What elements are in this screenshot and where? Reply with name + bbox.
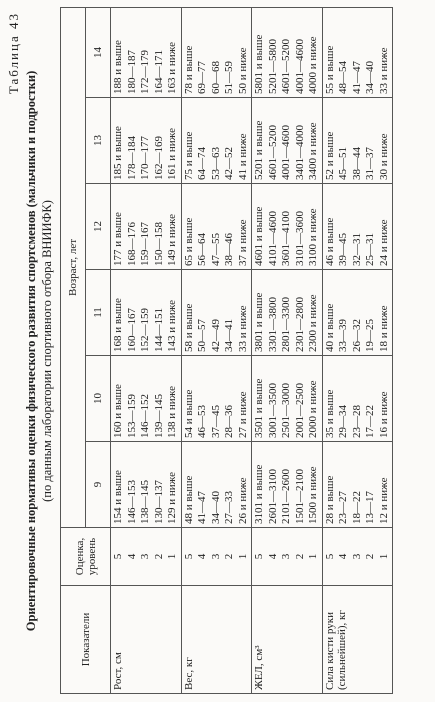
norm-value: 31—37 xyxy=(364,147,376,180)
norm-value: 4101—4600 xyxy=(266,211,279,266)
norm-value: 2300 и ниже xyxy=(307,294,319,352)
value-cell xyxy=(322,184,393,270)
table-row xyxy=(322,7,393,693)
norm-value: 41—47 xyxy=(196,491,208,524)
norm-value: 78 и выше xyxy=(182,45,195,94)
norm-value: 65 и выше xyxy=(182,217,195,266)
norm-value: 168 и выше xyxy=(112,298,124,352)
norm-value: 26 и ниже xyxy=(236,477,249,524)
norm-value: 52 и выше xyxy=(323,131,336,180)
value-cell xyxy=(322,7,393,97)
value-cell xyxy=(252,7,323,97)
level-cell xyxy=(322,528,393,586)
level-value: 5 xyxy=(323,553,336,560)
norm-value: 4000 и ниже xyxy=(307,36,319,94)
norm-value: 2301—2800 xyxy=(293,297,306,352)
value-cell xyxy=(252,442,323,528)
norm-value: 185 и выше xyxy=(112,126,124,180)
norm-value: 34—40 xyxy=(209,491,222,524)
norm-value: 2001—2500 xyxy=(293,383,306,438)
norm-value: 150—158 xyxy=(152,222,165,266)
norm-value: 138—145 xyxy=(139,480,151,524)
norm-value: 4601 и выше xyxy=(253,206,265,266)
norm-value: 42—49 xyxy=(209,319,222,352)
indicator-cell: Вес, кг xyxy=(181,586,252,694)
value-cell xyxy=(111,98,182,184)
norm-value: 41 и ниже xyxy=(236,133,249,180)
level-value: 3 xyxy=(209,553,222,560)
norm-value: 163 и ниже xyxy=(166,42,178,94)
norm-value: 48—54 xyxy=(337,61,349,94)
norm-value: 18—22 xyxy=(350,491,363,524)
norm-value: 139—145 xyxy=(152,394,165,438)
norm-value: 160 и выше xyxy=(112,384,124,438)
header-age-12: 12 xyxy=(86,184,111,270)
value-cell xyxy=(322,356,393,442)
norm-value: 38—44 xyxy=(350,147,363,180)
norm-value: 146—152 xyxy=(139,394,151,438)
value-cell xyxy=(181,98,252,184)
table-row xyxy=(181,7,252,693)
norm-value: 178—184 xyxy=(125,136,138,180)
norm-value: 28—36 xyxy=(223,405,235,438)
norm-value: 19—25 xyxy=(364,319,376,352)
level-value: 3 xyxy=(280,553,292,560)
norm-value: 138 и ниже xyxy=(166,386,178,438)
norm-value: 23—28 xyxy=(350,405,363,438)
norm-value: 3400 и ниже xyxy=(307,122,319,180)
norm-value: 130—137 xyxy=(152,480,165,524)
norm-value: 33—39 xyxy=(337,319,349,352)
norm-value: 2000 и ниже xyxy=(307,380,319,438)
level-cell xyxy=(111,528,182,586)
table-row xyxy=(252,7,323,693)
value-cell xyxy=(111,356,182,442)
norm-value: 3101—3600 xyxy=(293,211,306,266)
value-cell xyxy=(181,356,252,442)
norm-value: 23—27 xyxy=(337,491,349,524)
norm-value: 153—159 xyxy=(125,394,138,438)
norm-value: 46—53 xyxy=(196,405,208,438)
norm-value: 5201 и выше xyxy=(253,120,265,180)
norm-value: 159—167 xyxy=(139,222,151,266)
norm-value: 69—77 xyxy=(196,61,208,94)
norm-value: 60—68 xyxy=(209,61,222,94)
level-value: 1 xyxy=(307,553,319,560)
header-age-9: 9 xyxy=(86,442,111,528)
value-cell xyxy=(322,442,393,528)
norm-value: 162—169 xyxy=(152,136,165,180)
level-value: 1 xyxy=(166,553,178,560)
norm-value: 3101 и выше xyxy=(253,464,265,524)
norm-value: 29—34 xyxy=(337,405,349,438)
norm-value: 3301—3800 xyxy=(266,297,279,352)
norm-value: 161 и ниже xyxy=(166,128,178,180)
value-cell xyxy=(111,184,182,270)
header-age-10: 10 xyxy=(86,356,111,442)
norm-value: 170—177 xyxy=(139,136,151,180)
value-cell xyxy=(252,356,323,442)
level-value: 1 xyxy=(236,553,249,560)
indicator-cell: Сила кисти руки (сильнейшей), кг xyxy=(322,586,393,694)
value-cell xyxy=(181,270,252,356)
norm-value: 30 и ниже xyxy=(377,133,390,180)
value-cell xyxy=(181,184,252,270)
norm-value: 17—22 xyxy=(364,405,376,438)
norm-value: 25—31 xyxy=(364,233,376,266)
norm-value: 53—63 xyxy=(209,147,222,180)
norm-value: 154 и выше xyxy=(112,470,124,524)
level-value: 3 xyxy=(139,553,151,560)
norm-value: 40 и выше xyxy=(323,303,336,352)
norm-value: 2601—3100 xyxy=(266,469,279,524)
norm-value: 143 и ниже xyxy=(166,300,178,352)
level-value: 2 xyxy=(293,553,306,560)
norm-value: 4601—5200 xyxy=(266,125,279,180)
value-cell xyxy=(181,7,252,97)
norm-value: 146—153 xyxy=(125,480,138,524)
norm-value: 32—31 xyxy=(350,233,363,266)
norm-value: 4601—5200 xyxy=(280,39,292,94)
header-age: Возраст, лет xyxy=(61,7,86,527)
norm-value: 3801 и выше xyxy=(253,292,265,352)
header-age-14: 14 xyxy=(86,7,111,97)
norm-value: 3601—4100 xyxy=(280,211,292,266)
norm-value: 48 и выше xyxy=(182,475,195,524)
table-row xyxy=(111,7,182,693)
header-age-11: 11 xyxy=(86,270,111,356)
level-value: 4 xyxy=(266,553,279,560)
norm-value: 54 и выше xyxy=(182,389,195,438)
norm-value: 18 и ниже xyxy=(377,305,390,352)
norm-value: 24 и ниже xyxy=(377,219,390,266)
level-value: 5 xyxy=(182,553,195,560)
norm-value: 56—64 xyxy=(196,233,208,266)
level-value: 2 xyxy=(223,553,235,560)
norm-value: 50—57 xyxy=(196,319,208,352)
level-value: 5 xyxy=(112,553,124,560)
level-value: 4 xyxy=(125,553,138,560)
value-cell xyxy=(322,98,393,184)
norm-value: 28 и выше xyxy=(323,475,336,524)
norm-value: 168—176 xyxy=(125,222,138,266)
norm-value: 164—171 xyxy=(152,50,165,94)
norm-value: 3401—4000 xyxy=(293,125,306,180)
norm-value: 13—17 xyxy=(364,491,376,524)
norm-value: 35 и выше xyxy=(323,389,336,438)
norm-value: 27—33 xyxy=(223,491,235,524)
norm-value: 5201—5800 xyxy=(266,39,279,94)
norm-value: 12 и ниже xyxy=(377,477,390,524)
norm-value: 180—187 xyxy=(125,50,138,94)
norm-value: 4001—4600 xyxy=(280,125,292,180)
norm-value: 27 и ниже xyxy=(236,391,249,438)
value-cell xyxy=(322,270,393,356)
norm-value: 75 и выше xyxy=(182,131,195,180)
norm-value: 2501—3000 xyxy=(280,383,292,438)
header-row-1 xyxy=(61,7,86,693)
level-value: 2 xyxy=(152,553,165,560)
header-indicators: Показатели xyxy=(61,586,111,694)
norm-value: 1500 и ниже xyxy=(307,466,319,524)
norm-value: 37 и ниже xyxy=(236,219,249,266)
norm-value: 3100 и ниже xyxy=(307,208,319,266)
level-value: 2 xyxy=(364,553,376,560)
norms-table xyxy=(60,7,393,694)
norm-value: 37—45 xyxy=(209,405,222,438)
table-number: Таблица 43 xyxy=(6,12,21,95)
norm-value: 38—46 xyxy=(223,233,235,266)
norm-value: 42—52 xyxy=(223,147,235,180)
level-cell xyxy=(252,528,323,586)
norm-value: 2801—3300 xyxy=(280,297,292,352)
level-value: 4 xyxy=(196,553,208,560)
norm-value: 26—32 xyxy=(350,319,363,352)
norm-value: 4001—4600 xyxy=(293,39,306,94)
norm-value: 45—51 xyxy=(337,147,349,180)
norm-value: 33 и ниже xyxy=(377,47,390,94)
norm-value: 51—59 xyxy=(223,61,235,94)
level-value: 4 xyxy=(337,553,349,560)
norm-value: 5801 и выше xyxy=(253,34,265,94)
value-cell xyxy=(181,442,252,528)
norm-value: 172—179 xyxy=(139,50,151,94)
value-cell xyxy=(252,184,323,270)
norm-value: 2101—2600 xyxy=(280,469,292,524)
norm-value: 33 и ниже xyxy=(236,305,249,352)
value-cell xyxy=(111,442,182,528)
norm-value: 58 и выше xyxy=(182,303,195,352)
norm-value: 188 и выше xyxy=(112,40,124,94)
norm-value: 47—55 xyxy=(209,233,222,266)
norm-value: 55 и выше xyxy=(323,45,336,94)
norm-value: 129 и ниже xyxy=(166,472,178,524)
value-cell xyxy=(252,98,323,184)
table-title: Ориентировочные нормативы оценки физического развития спортсменов (мальчики и подростки) xyxy=(24,70,38,632)
value-cell xyxy=(111,270,182,356)
level-value: 3 xyxy=(350,553,363,560)
indicator-cell: Рост, см xyxy=(111,586,182,694)
level-value: 5 xyxy=(253,553,265,560)
norm-value: 50 и ниже xyxy=(236,47,249,94)
norm-value: 64—74 xyxy=(196,147,208,180)
norm-value: 160—167 xyxy=(125,308,138,352)
indicator-cell: ЖЕЛ, см³ xyxy=(252,586,323,694)
norm-value: 39—45 xyxy=(337,233,349,266)
norm-value: 3001—3500 xyxy=(266,383,279,438)
level-value: 1 xyxy=(377,553,390,560)
norm-value: 41—47 xyxy=(350,61,363,94)
value-cell xyxy=(252,270,323,356)
norm-value: 177 и выше xyxy=(112,212,124,266)
header-age-13: 13 xyxy=(86,98,111,184)
header-level: Оценка, уровень xyxy=(61,528,111,586)
table-subtitle: (по данным лаборатории спортивного отбора ВНИИФК) xyxy=(40,200,54,502)
norm-value: 34—41 xyxy=(223,319,235,352)
norm-value: 3501 и выше xyxy=(253,378,265,438)
norm-value: 149 и ниже xyxy=(166,214,178,266)
level-cell xyxy=(181,528,252,586)
norm-value: 34—40 xyxy=(364,61,376,94)
norm-value: 152—159 xyxy=(139,308,151,352)
norm-value: 1501—2100 xyxy=(293,469,306,524)
norm-value: 144—151 xyxy=(152,308,165,352)
norm-value: 16 и ниже xyxy=(377,391,390,438)
value-cell xyxy=(111,7,182,97)
norm-value: 46 и выше xyxy=(323,217,336,266)
